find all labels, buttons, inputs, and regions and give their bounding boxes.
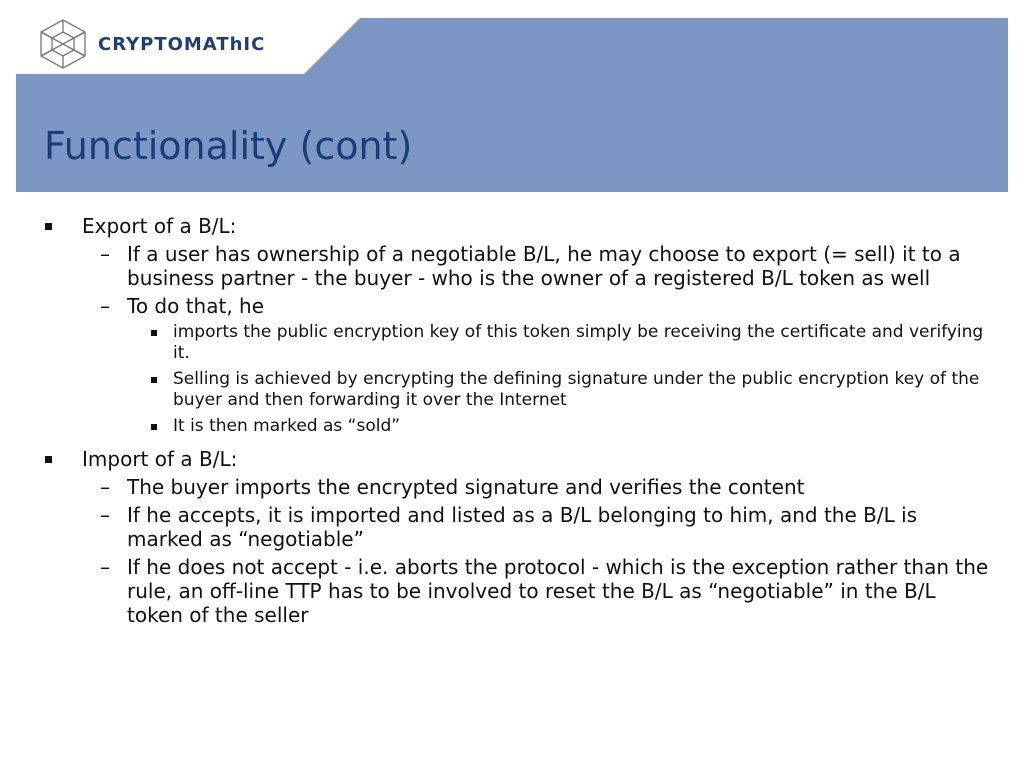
logo-text: CRYPTOMAThIC bbox=[98, 33, 266, 55]
sub-list bbox=[82, 242, 990, 437]
sub-bullet-text: If a user has ownership of a negotiable B/L, he may choose to export (= sell) it to a business partner - the buyer - who is the owner of a registered B/L token as well bbox=[127, 242, 961, 290]
dash-icon: – bbox=[100, 503, 110, 527]
bullet-text: Import of a B/L: bbox=[82, 447, 238, 471]
cube-logo-icon bbox=[38, 18, 88, 70]
sub-bullet-text: If he accepts, it is imported and listed as a B/L belonging to him, and the B/L is marked as “negotiable” bbox=[127, 503, 918, 551]
sub-bullet bbox=[82, 503, 990, 551]
sub-bullet bbox=[82, 294, 990, 437]
sub-bullet bbox=[82, 475, 990, 499]
sub-bullet bbox=[82, 555, 990, 627]
dash-icon: – bbox=[100, 242, 110, 266]
sub-sub-bullet-text: imports the public encryption key of this token simply be receiving the certificate and verifying it. bbox=[173, 322, 984, 363]
bullet-export bbox=[40, 214, 990, 437]
sub-list bbox=[82, 475, 990, 627]
sub-sub-bullet bbox=[127, 322, 990, 364]
bullet-list bbox=[40, 214, 990, 627]
slide-body bbox=[40, 214, 990, 637]
bullet-text: Export of a B/L: bbox=[82, 214, 237, 238]
slide-title: Functionality (cont) bbox=[44, 124, 413, 168]
sub-sub-list bbox=[127, 322, 990, 437]
dash-icon: – bbox=[100, 475, 110, 499]
sub-sub-bullet bbox=[127, 416, 990, 437]
sub-sub-bullet-text: It is then marked as “sold” bbox=[173, 416, 401, 436]
square-bullet-icon bbox=[45, 456, 52, 463]
square-bullet-icon bbox=[45, 223, 52, 230]
sub-bullet-text: The buyer imports the encrypted signature and verifies the content bbox=[127, 475, 805, 499]
sub-sub-bullet-text: Selling is achieved by encrypting the defining signature under the public encryption key of the buyer and then forwarding it over the Internet bbox=[173, 369, 980, 410]
square-bullet-icon bbox=[151, 424, 157, 430]
logo bbox=[38, 18, 265, 70]
square-bullet-icon bbox=[151, 377, 157, 383]
sub-bullet-text: To do that, he bbox=[127, 294, 265, 318]
bullet-import bbox=[40, 447, 990, 627]
sub-bullet-text: If he does not accept - i.e. aborts the protocol - which is the exception rather than the rule, an off-line TTP has to be involved to reset the B/L as “negotiable” in the B/L token of the seller bbox=[127, 555, 989, 627]
dash-icon: – bbox=[100, 555, 110, 579]
dash-icon: – bbox=[100, 294, 110, 318]
sub-sub-bullet bbox=[127, 369, 990, 411]
sub-bullet bbox=[82, 242, 990, 290]
square-bullet-icon bbox=[151, 330, 157, 336]
